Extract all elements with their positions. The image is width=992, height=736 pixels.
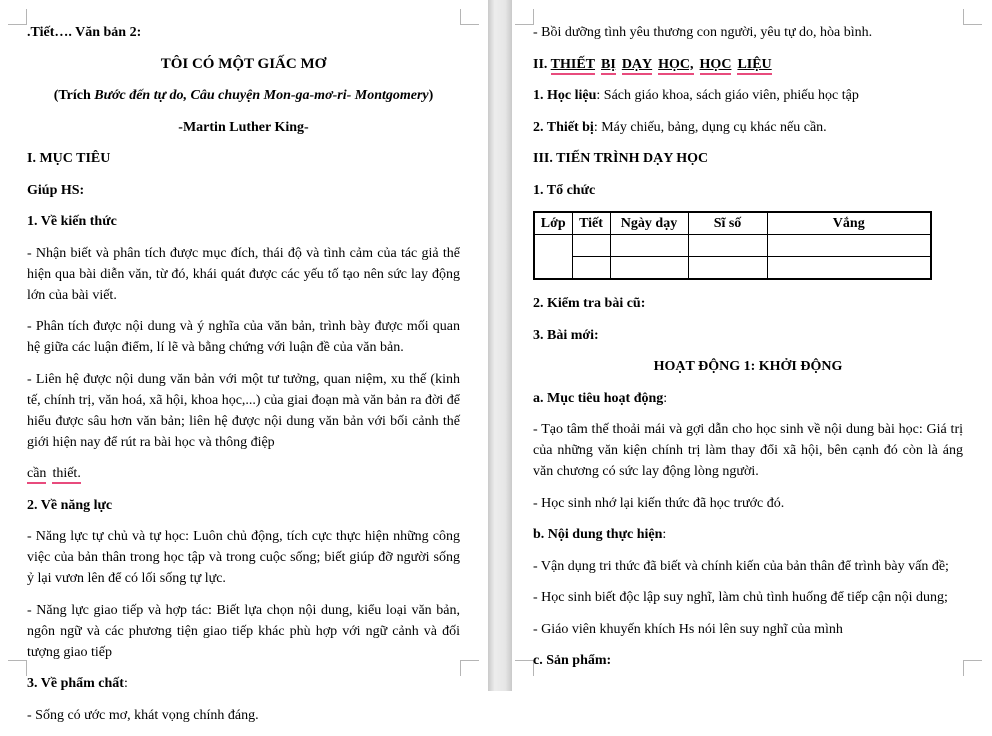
heading-nang-luc: 2. Về năng lực <box>27 497 113 513</box>
attendance-cell[interactable] <box>610 235 688 257</box>
heading-ii-underlined <box>551 57 772 72</box>
paragraph-noi-dung-3: - Giáo viên khuyến khích Hs nói lên suy nghĩ của mình <box>533 621 843 637</box>
heading-ii-numeral: II. <box>533 56 551 72</box>
line-thiet-bi <box>533 117 963 138</box>
attendance-header-row <box>534 212 931 235</box>
heading-pham-chat-label: 3. Về phẩm chất <box>27 676 124 691</box>
spellcheck-fragment <box>27 463 460 484</box>
page-2[interactable] <box>512 0 992 691</box>
heading-muc-tieu: I. MỤC TIÊU <box>27 151 111 166</box>
paragraph-muc-tieu-2: - Học sinh nhớ lại kiến thức đã học trước đó. <box>533 495 785 511</box>
text-giup-hs: Giúp HS: <box>27 182 85 198</box>
spellchecked-word: cần <box>27 466 46 484</box>
activity-title: HOẠT ĐỘNG 1: KHỞI ĐỘNG <box>653 359 843 374</box>
spellchecked-word: THIẾT <box>551 57 595 75</box>
spellchecked-word: HỌC <box>700 57 732 75</box>
attendance-table <box>533 211 932 280</box>
page-1-content <box>27 22 460 736</box>
heading-san-pham: c. Sản phẩm: <box>533 653 612 668</box>
heading-thiet-bi-day-hoc <box>533 54 963 75</box>
spellchecked-word: LIỆU <box>737 57 771 75</box>
attendance-cell[interactable] <box>610 257 688 280</box>
heading-to-chuc: 1. Tổ chức <box>533 182 596 198</box>
spellchecked-word: HỌC, <box>658 57 693 75</box>
label-noi-dung: b. Nội dung thực hiện <box>533 527 663 542</box>
margin-mark-bottom-right <box>963 660 982 676</box>
subtitle-suffix: ) <box>428 88 434 103</box>
text-thiet-bi: : Máy chiếu, bảng, dụng cụ khác nếu cần. <box>593 119 827 135</box>
heading-bai-moi: 3. Bài mới: <box>533 327 599 343</box>
paragraph-boi-duong: - Bồi dưỡng tình yêu thương con người, yêu tự do, hòa bình. <box>533 25 873 40</box>
attendance-cell[interactable] <box>688 235 767 257</box>
heading-muc-tieu-hoat-dong <box>533 388 963 409</box>
attendance-cell[interactable] <box>572 235 610 257</box>
label-hoc-lieu: 1. Học liệu <box>533 88 597 103</box>
document-title: TÔI CÓ MỘT GIẤC MƠ <box>160 55 327 72</box>
paragraph-kien-thuc-3: - Liên hệ được nội dung văn bản với một tư tưởng, quan niệm, xu thế (kinh tế, chính trị, văn hoá, xã hội, khoa học,...) của giai đoạn mà văn bản ra đời để hiểu được sâu hơn văn bản; liên hệ được nội dung văn bản với bối cảnh thế giới hiện nay để rút ra bài học và thông điệp <box>27 371 460 450</box>
paragraph-muc-tieu-1: - Tạo tâm thế thoải mái và gợi dẫn cho học sinh về nội dung bài học: Giá trị của những văn kiện chính trị làm thay đổi xã hội, bên cạnh đó còn là áng văn chương có sức lay động lòng người. <box>533 422 963 479</box>
subtitle-prefix: (Trích <box>53 88 95 103</box>
header-cell-ngay-day: Ngày dạy <box>610 212 688 235</box>
author-line: -Martin Luther King- <box>178 119 309 135</box>
paragraph-noi-dung-2: - Học sinh biết độc lập suy nghĩ, làm chủ tình huống để tiếp cận nội dung; <box>533 590 948 605</box>
heading-kiem-tra: 2. Kiểm tra bài cũ: <box>533 296 646 311</box>
spellchecked-word: BỊ <box>601 57 616 75</box>
heading-pham-chat <box>27 673 460 694</box>
paragraph-pham-chat: - Sống có ước mơ, khát vọng chính đáng. <box>27 707 259 723</box>
page-2-content <box>533 22 963 682</box>
colon-muc-tieu-hoat-dong: : <box>663 390 668 406</box>
subtitle-source: Bước đến tự do, Câu chuyện Mon-ga-mơ-ri- Montgomery <box>94 88 429 103</box>
lesson-header: .Tiết…. Văn bản 2: <box>27 25 142 40</box>
margin-mark-top-left <box>515 9 534 25</box>
page-gutter <box>488 0 512 691</box>
margin-mark-top-right <box>460 9 479 25</box>
label-thiet-bi: 2. Thiết bị <box>533 119 594 135</box>
heading-pham-chat-colon: : <box>123 676 128 691</box>
page-1[interactable] <box>0 0 488 723</box>
heading-noi-dung <box>533 524 963 545</box>
margin-mark-bottom-left <box>515 660 534 676</box>
header-cell-vang: Vắng <box>767 212 931 235</box>
document-subtitle <box>27 85 460 106</box>
heading-tien-trinh: III. TIẾN TRÌNH DẠY HỌC <box>533 151 709 166</box>
paragraph-nang-luc-2: - Năng lực giao tiếp và hợp tác: Biết lựa chọn nội dung, kiểu loại văn bản, ngôn ngữ và các phương tiện giao tiếp khác phù hợp với ngữ cảnh và đối tượng giao tiếp <box>27 602 460 660</box>
paragraph-kien-thuc-2: - Phân tích được nội dung và ý nghĩa của văn bản, trình bày được mối quan hệ giữa các luận điểm, lí lẽ và bằng chứng với luận đề của văn bản. <box>27 319 460 355</box>
attendance-cell[interactable] <box>688 257 767 280</box>
colon-noi-dung: : <box>662 527 667 542</box>
paragraph-kien-thuc-1: - Nhận biết và phân tích được mục đích, thái độ và tình cảm của tác giả thể hiện qua bài diễn văn, từ đó, khái quát được các yếu tố tạo nên sức lay động lớn của bài viết. <box>27 245 460 303</box>
text-hoc-lieu: : Sách giáo khoa, sách giáo viên, phiếu học tập <box>596 88 859 103</box>
line-hoc-lieu <box>533 85 963 106</box>
paragraph-noi-dung-1: - Vận dụng tri thức đã biết và chính kiến của bản thân để trình bày vấn đề; <box>533 558 949 574</box>
attendance-row <box>534 257 931 280</box>
attendance-cell[interactable] <box>767 257 931 280</box>
paragraph-nang-luc-1: - Năng lực tự chủ và tự học: Luôn chủ động, tích cực thực hiện những công việc của bản thân trong học tập và trong cuộc sống; biết giúp đỡ người sống ỷ lại vươn lên để có lối sống tự lực. <box>27 529 460 586</box>
label-muc-tieu-hoat-dong: a. Mục tiêu hoạt động <box>533 390 664 406</box>
margin-mark-bottom-left <box>8 660 27 676</box>
attendance-cell[interactable] <box>767 235 931 257</box>
margin-mark-top-right <box>963 9 982 25</box>
header-cell-tiet: Tiết <box>572 212 610 235</box>
attendance-cell[interactable] <box>572 257 610 280</box>
attendance-row <box>534 235 931 257</box>
header-cell-lop: Lớp <box>534 212 572 235</box>
heading-kien-thuc: 1. Về kiến thức <box>27 214 117 229</box>
margin-mark-bottom-right <box>460 660 479 676</box>
header-cell-si-so: Sĩ số <box>688 212 767 235</box>
attendance-cell-lop-merged[interactable] <box>534 235 572 280</box>
spellchecked-word: DẠY <box>622 57 652 75</box>
margin-mark-top-left <box>8 9 27 25</box>
spellchecked-word: thiết. <box>52 466 80 484</box>
